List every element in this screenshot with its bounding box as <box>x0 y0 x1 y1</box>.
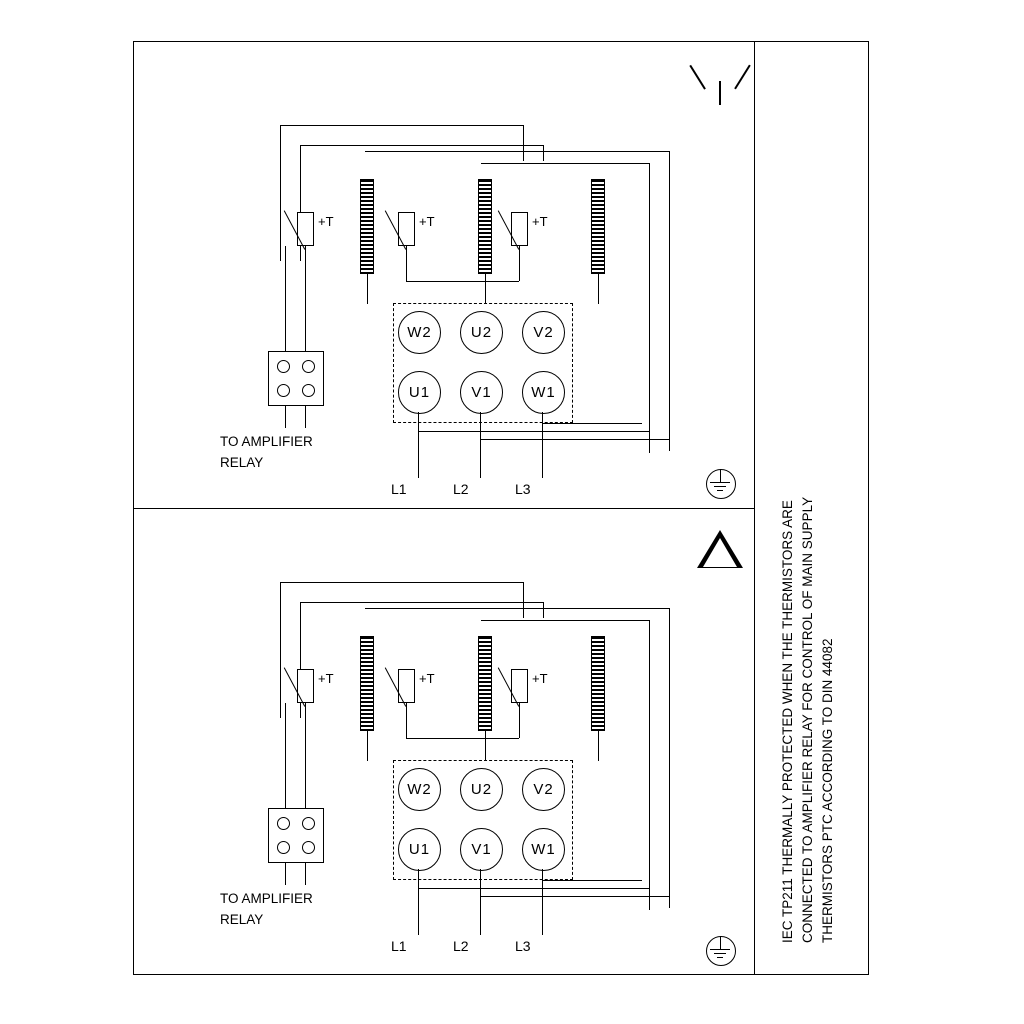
thermistor <box>398 669 415 703</box>
amplifier-label-line2: RELAY <box>220 912 264 927</box>
winding-coil <box>591 636 605 731</box>
amplifier-connector-box[interactable] <box>268 351 324 406</box>
wire <box>519 246 520 281</box>
note-line-1: IEC TP211 THERMALLY PROTECTED WHEN THE THERMISTORS ARE <box>780 500 795 943</box>
thermistor <box>511 669 528 703</box>
note-column-divider <box>754 41 755 975</box>
wire <box>598 274 599 304</box>
wire <box>485 731 486 761</box>
wire <box>649 620 650 910</box>
note-column <box>758 41 870 975</box>
amplifier-connector-box[interactable] <box>268 808 324 863</box>
thermistor-label: +T <box>318 671 334 686</box>
wire <box>305 863 306 885</box>
phase-label-l2: L2 <box>453 938 469 954</box>
earth-ground-icon <box>700 465 744 499</box>
terminal-v1[interactable]: V1 <box>460 828 503 871</box>
wire <box>418 412 419 478</box>
wire <box>285 406 286 428</box>
wire <box>418 869 419 935</box>
terminal-v2[interactable]: V2 <box>522 311 565 354</box>
wire <box>523 125 524 161</box>
wire <box>285 246 286 351</box>
wire <box>598 731 599 761</box>
thermistor <box>297 212 314 246</box>
winding-coil <box>591 179 605 274</box>
amplifier-label-line2: RELAY <box>220 455 264 470</box>
terminal-u2[interactable]: U2 <box>460 768 503 811</box>
wire <box>480 869 481 935</box>
thermistor <box>511 212 528 246</box>
connector-pin <box>302 841 315 854</box>
wire <box>280 582 524 583</box>
connector-pin <box>302 360 315 373</box>
connector-pin <box>277 841 290 854</box>
phase-label-l2: L2 <box>453 481 469 497</box>
phase-label-l3: L3 <box>515 938 531 954</box>
wire <box>280 125 281 261</box>
wire <box>406 246 407 281</box>
wire <box>305 406 306 428</box>
wire <box>542 869 543 935</box>
wire <box>485 274 486 304</box>
terminal-w2[interactable]: W2 <box>398 768 441 811</box>
note-line-2: CONNECTED TO AMPLIFIER RELAY FOR CONTROL OF MAIN SUPPLY <box>800 496 815 943</box>
wire <box>365 608 669 609</box>
winding-coil <box>360 636 374 731</box>
wire <box>406 738 519 739</box>
thermistor-label: +T <box>419 671 435 686</box>
wire <box>305 703 306 808</box>
wire <box>542 423 642 424</box>
wire <box>300 602 544 603</box>
note-line-3: THERMISTORS PTC ACCORDING TO DIN 44082 <box>820 638 835 943</box>
wire <box>481 163 649 164</box>
wire <box>669 608 670 908</box>
winding-coil <box>478 179 492 274</box>
wire <box>543 602 544 618</box>
delta-connection-icon <box>697 530 743 570</box>
wire <box>542 412 543 478</box>
winding-coil <box>360 179 374 274</box>
phase-label-l1: L1 <box>391 481 407 497</box>
wire <box>280 125 524 126</box>
thermistor-label: +T <box>532 214 548 229</box>
earth-ground-icon <box>700 932 744 966</box>
star-connection-icon <box>698 61 742 105</box>
wire <box>406 281 519 282</box>
phase-label-l1: L1 <box>391 938 407 954</box>
connector-pin <box>302 817 315 830</box>
wire <box>669 151 670 451</box>
wire <box>418 431 649 432</box>
connector-pin <box>302 384 315 397</box>
wire <box>480 896 669 897</box>
wire <box>418 888 649 889</box>
terminal-u1[interactable]: U1 <box>398 371 441 414</box>
terminal-w1[interactable]: W1 <box>522 828 565 871</box>
amplifier-label-line1: TO AMPLIFIER <box>220 891 313 906</box>
wire <box>305 246 306 351</box>
connector-pin <box>277 360 290 373</box>
connector-pin <box>277 817 290 830</box>
wire <box>280 582 281 718</box>
thermistor <box>297 669 314 703</box>
terminal-v1[interactable]: V1 <box>460 371 503 414</box>
amplifier-label-line1: TO AMPLIFIER <box>220 434 313 449</box>
wire <box>285 863 286 885</box>
wire <box>367 731 368 761</box>
terminal-v2[interactable]: V2 <box>522 768 565 811</box>
panel-star <box>133 41 754 508</box>
wire <box>285 703 286 808</box>
wire <box>543 145 544 161</box>
connector-pin <box>277 384 290 397</box>
wire <box>481 620 649 621</box>
thermistor-label: +T <box>532 671 548 686</box>
terminal-w1[interactable]: W1 <box>522 371 565 414</box>
wire <box>367 274 368 304</box>
terminal-u1[interactable]: U1 <box>398 828 441 871</box>
wire <box>406 703 407 738</box>
wire <box>480 412 481 478</box>
panel-delta <box>133 508 754 975</box>
thermistor <box>398 212 415 246</box>
wire <box>480 439 669 440</box>
wire <box>519 703 520 738</box>
wire <box>365 151 669 152</box>
thermistor-label: +T <box>318 214 334 229</box>
wire <box>649 163 650 453</box>
thermistor-label: +T <box>419 214 435 229</box>
phase-label-l3: L3 <box>515 481 531 497</box>
wire <box>523 582 524 618</box>
wire <box>542 880 642 881</box>
wire <box>300 145 544 146</box>
terminal-w2[interactable]: W2 <box>398 311 441 354</box>
winding-coil <box>478 636 492 731</box>
terminal-u2[interactable]: U2 <box>460 311 503 354</box>
